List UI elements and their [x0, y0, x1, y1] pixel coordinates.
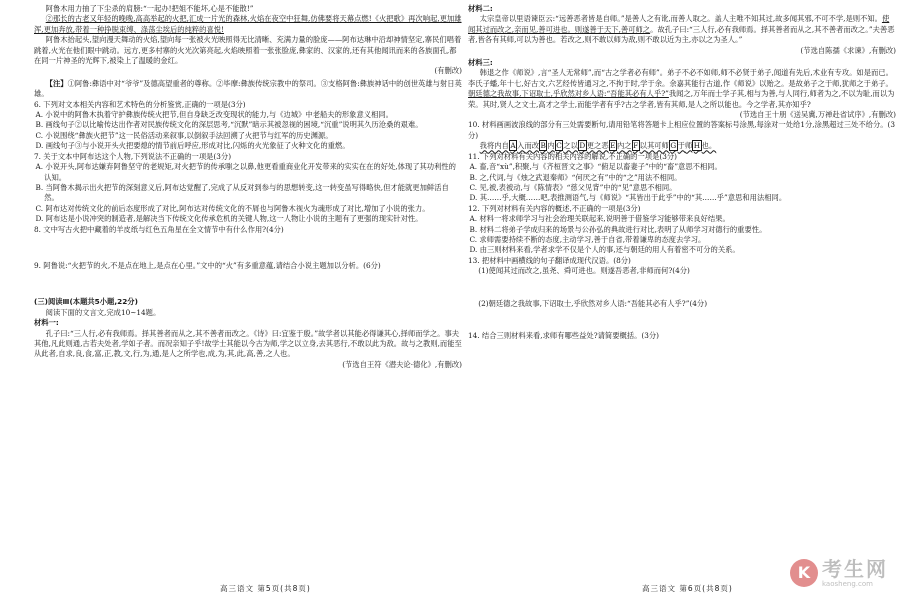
question-9: 9. 阿鲁说:“火把节的火,不是点在地上,是点在心里。”文中的“火”有多重意蕴,请结合小说主题加以分析。(6分)	[34, 260, 381, 270]
watermark-url: kaosheng.com	[822, 580, 873, 588]
q12-option-a: A. 材料一将求师学习与社会治理关联起来,说明善于借鉴学习能够带来良好结果。	[469, 214, 730, 224]
story-para-1: 阿鲁木用力抽了下尘杀的肩膀:“一起办!把姐不能坏,心是不能散!”	[45, 4, 254, 13]
q7-option-d: D. 阿布达是小说冲突的制造者,是解决当下传统文化传承危机的关键人物,这一人物让小说的主题有了更强的现实针对性。	[35, 214, 423, 224]
exam-page-6	[468, 4, 896, 574]
question-11: 11. 下列对材料有关内容的相关内容的解说,不正确的一项是(3分)	[468, 151, 677, 161]
material-2-source: (节选自陈孺《求谏》,有删改)	[800, 45, 896, 55]
section-3-title: (三)阅读Ⅲ(本题共5小题,22分)	[34, 297, 138, 307]
q6-option-c: C. 小说围绕“彝族火把节”这一民俗活动来叙事,以倒叙手法回溯了火把节与红军的历史渊源。	[35, 130, 333, 140]
q6-option-a: A. 小说中的阿鲁木执着守护彝族传统火把节,但自身缺乏改变现状的能力,与《边城》中老船夫的形象意义相同。	[35, 110, 393, 120]
material-2-text-a: 太宗皇帝以里语谏臣云:“远善恶者皆是自师。”是善人之有讹,而善人取之。盖人主唯不知其过,故多闻其邪,不可不学,是则不知。	[479, 14, 882, 24]
section-3-instructions: 阅读下面的文言文,完成10~14题。	[45, 307, 161, 317]
material-1-text: 孔子曰:“三人行,必有我师焉。择其善者而从之,其不善者而改之。《诗》曰:宜鉴于殷。”故学者以其能必得谦其心,择师而学之。事夫其他,凡此则通,古若夫处者,学如子者。而况亲知子乎!故学士其能以今古为师,学之以立身,去其恶行,不敢以此为敌。故与之教则,而能至从此者,自求,良,食,富,正,教,文,行,为,通,是人之所学也,成,为,其,此,高,善,之人也。	[34, 328, 462, 359]
q12-option-b: B. 材料二将弟子学成归来的场景与公孙弘的典故进行对比,表明了从师学习对德行的重要性。	[469, 224, 767, 234]
page-6-footer: 高三语文 第6页(共8页)	[642, 584, 733, 593]
note-text: ①阿鲁:彝语中对“爷爷”及德高望重者的尊称。②毕摩:彝族传统宗教中的祭司。③支格阿鲁:彝族神话中的创世英雄与射日英雄。	[34, 78, 462, 99]
question-6: 6. 下列对文本相关内容和艺术特色的分析鉴赏,正确的一项是(3分)	[34, 99, 246, 109]
q10-letter-c[interactable]: C	[556, 141, 562, 151]
q12-option-d: D. 由三则材料来看,学者求学不仅是个人的事,还与朝廷的用人有着密不可分的关系。	[469, 245, 740, 255]
material-2-text	[468, 14, 896, 45]
material-1-title: 材料一:	[34, 318, 59, 328]
question-13-part-1: (1)使闻其过而改之,虽尧、舜可进也。则遂吾恶者,非师而何?(4分)	[478, 266, 690, 276]
q10-letter-b[interactable]: B	[540, 141, 546, 151]
material-3-text-b: 我闻之,万年而士学子其,相与为善,与人同行,师者为之,不以为耻,而以为荣。其时,贤人之文士,高才之学士,而能学者有乎?古之学者,皆有其师,是人之所以能也。今之学者,其亦知乎?	[468, 89, 895, 109]
watermark	[790, 558, 888, 588]
q6-option-d: D. 画线句子③与小说开头火把要熄的情节前后呼应,形成对比,闪烁的火光象征了火种文化的重燃。	[35, 141, 350, 151]
material-3-text	[468, 68, 896, 110]
q10-letter-a[interactable]: A	[510, 141, 516, 151]
material-1-source: (节选自王符《潜夫论·德化》,有删改)	[342, 359, 462, 369]
q6-option-b: B. 画线句子②以比喻传达出作者对民族传统文化的深层思考,“沉默”暗示其被忽视的困境,“沉重”说明其久历沧桑的艰难。	[35, 120, 423, 130]
q10-letter-d[interactable]: D	[579, 141, 586, 151]
material-2-underlined: 使闻其过而改之,亲而见,善可进也。则遂善于天下,善可师之	[468, 14, 890, 34]
material-3-title: 材料三:	[468, 58, 493, 68]
annotation	[34, 79, 462, 100]
question-13-part-2: (2)朝廷德之我故事,下诏取士,乎欣然对乡人语:“吾能其必有人乎?”(4分)	[478, 298, 708, 308]
q10-letter-h[interactable]: H	[693, 141, 701, 151]
story-source: (有删改)	[434, 66, 462, 76]
material-2-text-b: 。故孔子曰:“三人行,必有我师焉。择其善者而从之,其不善者而改之。”夫善恶者,皆各有其师,可以为善也。若改之,则不敢以师为敌,则不敢以近为主,亦以之为圣人。”	[468, 24, 895, 45]
question-10: 10. 材料画画波浪线的部分有三处需要断句,请用铅笔将答题卡上相应位置的答案标号涂黑,每涂对一处给1分,涂黑超过三处不给分。(3分)	[468, 120, 896, 140]
exam-page-5	[34, 4, 462, 574]
q12-option-c: C. 求师需要持续不断的态度,主动学习,善于自省,带着谦卑的态度去学习。	[469, 234, 706, 244]
q10-letter-f[interactable]: F	[633, 141, 639, 151]
material-3-source: (节选自王十朋《送吴冀,万禅赴省试序》,有删改)	[739, 110, 896, 120]
material-2-title: 材料二:	[468, 4, 493, 13]
underlined-sentence-3: ②那长的古老又年轻的晚晚,高高举起的火把,汇成一片光的森林,火焰在夜空中狂舞,仿佛要将天幕点燃!《火把歌》再次响起,更加雄浑,更加奔放,带着一种挣脱束缚、涤荡尘埃后的纯粹的喜悦!	[34, 14, 462, 34]
material-3-text-a: 韩退之作《师说》,言“圣人无常师”,而“古之学者必有师”。弟子不必不如师,师不必贤于弟子,闻道有先后,术业有专攻。如是而已。李氏子蟠,年十七,好古文,六艺经传皆通习之,不拘于时,学于余。余嘉其能行古道,作《师说》以贻之。是故弟子之于师,犹师之于弟子。	[468, 68, 893, 88]
q7-option-b: B. 当阿鲁木揭示出火把节的深刻意义后,阿布达觉醒了,完成了从反对到参与的思想转变,这一转变虽写得略快,但才能就更加鲜活自然。	[35, 182, 449, 203]
watermark-logo-icon: K	[790, 559, 818, 587]
q11-option-b: B. 之,代词,与《烛之武退秦师》“何厌之有”中的“之”用法不相同。	[469, 172, 682, 182]
q7-option-c: C. 阿布达对传统文化的前后态度形成了对比,阿布达对传统文化的不屑也与阿鲁木视火为魂形成了对比,增加了小说的张力。	[35, 203, 430, 213]
q7-option-a: A. 小说开头,阿布达嫌弃阿鲁坚守的老规矩,对火把节的传承嗤之以鼻,他更看重商业化开发带来的实实在在的好处,体现了其功利性的认知。	[35, 162, 456, 182]
q11-option-a: A. 畜,音“xù”,积聚,与《齐桓晋文之事》“俯足以畜妻子”中的“畜”意思不相同。	[469, 162, 722, 172]
q10-letter-e[interactable]: E	[610, 141, 616, 151]
story-para-3: 阿鲁木抬起头,望向漫天舞动的火焰,望向每一张被火光映照得无比清晰、充满力量的脸庞——阿布达琳中沿却神情坚定,寨民们唱着跳着,火光在他们眼中跳动。远方,更多村寨的火光次第亮起,火焰映照着一张张脸庞,彝家的、汉家的,还有其他闻讯而来的各族面孔,都在同一片神圣的光辉下,被染上了温暖的金红。	[34, 35, 462, 66]
q11-option-d: D. 其……乎,大概……吧,表推测语气,与《师说》“其皆出于此乎”中的“其……乎”意思和用法相同。	[469, 193, 787, 203]
question-7: 7. 关于文本中阿布达这个人物,下列说法不正确的一项是(3分)	[34, 151, 232, 161]
note-label: 【注】	[45, 78, 68, 88]
story-para-2	[34, 14, 462, 35]
question-14: 14. 结合三则材料来看,求师有哪些益处?请简要概括。(3分)	[468, 330, 660, 340]
question-12: 12. 下列对材料有关内容的概述,不正确的一项是(3分)	[468, 203, 641, 213]
q10-wavy-sentence: 我将内自 A 入而改 B 内 C 之以 D 更之恶 E 内之 F 以其可师 G 于师 H 也。	[479, 141, 717, 151]
q10-letter-g[interactable]: G	[670, 141, 677, 151]
material-3-underlined: 朝廷德之我故事,下诏取士,乎欣然对乡人语:“吾能其必有人乎?”	[468, 89, 669, 99]
question-13: 13. 把材料中画横线的句子翻译成现代汉语。(8分)	[468, 255, 631, 265]
q11-option-c: C. 见,被,表被动,与《陈情表》“慈父见背”中的“见”意思不相同。	[469, 182, 677, 192]
question-8: 8. 文中写古火把中藏着的羊皮纸与红色五角星在全文情节中有什么作用?(4分)	[34, 224, 284, 234]
watermark-brand: 考生网	[822, 557, 888, 581]
page-5-footer: 高三语文 第5页(共8页)	[220, 584, 311, 593]
